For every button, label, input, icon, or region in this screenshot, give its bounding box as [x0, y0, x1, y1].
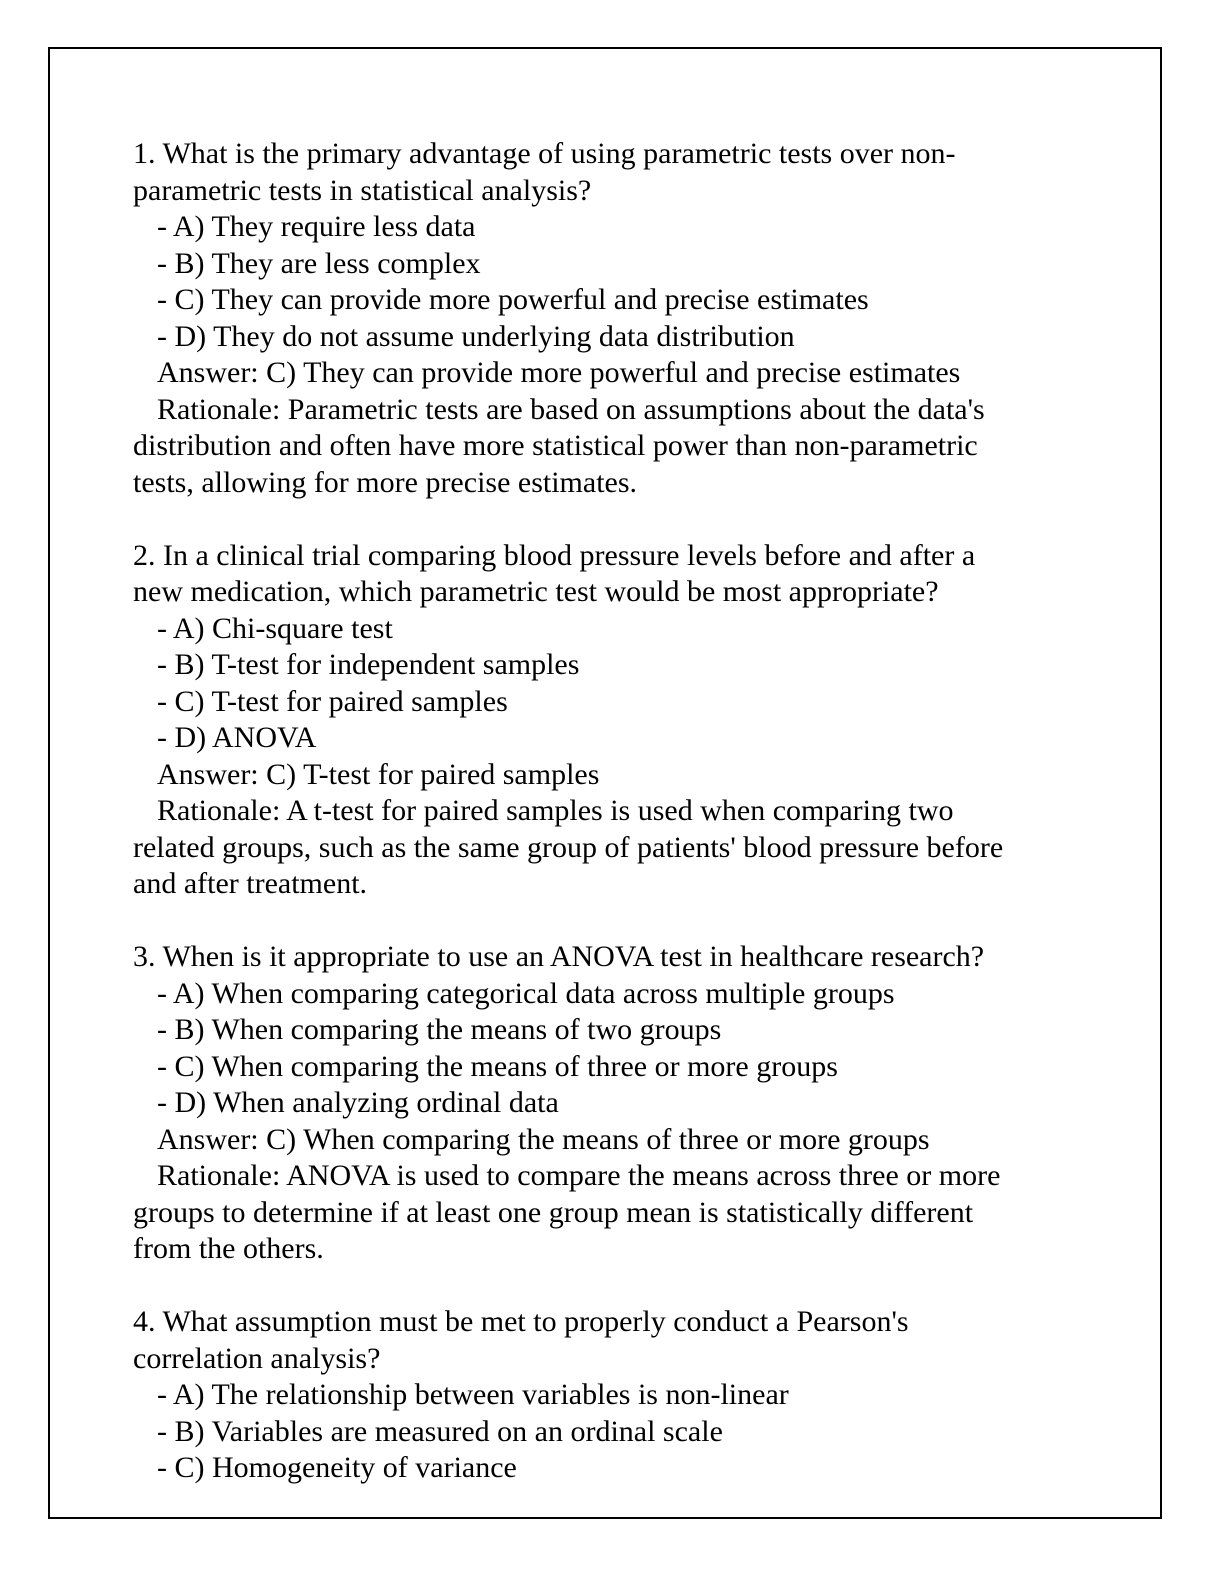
- option-c: - C) Homogeneity of variance: [157, 1451, 517, 1484]
- answer: Answer: C) T-test for paired samples: [157, 757, 600, 791]
- rationale: related groups, such as the same group of patients' blood pressure before: [133, 830, 1004, 864]
- rationale: from the others.: [133, 1232, 324, 1265]
- option-a: - A) When comparing categorical data across multiple groups: [157, 976, 895, 1010]
- question-stem: 4. What assumption must be met to properly conduct a Pearson's: [133, 1305, 909, 1338]
- option-c: - C) T-test for paired samples: [157, 684, 508, 718]
- question-stem: 2. In a clinical trial comparing blood pressure levels before and after a: [133, 538, 976, 572]
- question-stem: 1. What is the primary advantage of using parametric tests over non-: [133, 137, 956, 170]
- option-d: - D) They do not assume underlying data distribution: [157, 319, 795, 353]
- answer: Answer: C) When comparing the means of three or more groups: [157, 1122, 930, 1156]
- option-c: - C) When comparing the means of three or more groups: [157, 1049, 838, 1083]
- question-4: [133, 1304, 1073, 1487]
- option-b: - B) Variables are measured on an ordinal scale: [157, 1414, 723, 1448]
- question-stem: 3. When is it appropriate to use an ANOVA test in healthcare research?: [133, 940, 985, 973]
- option-a: - A) The relationship between variables is non-linear: [157, 1378, 789, 1411]
- rationale: and after treatment.: [133, 867, 368, 900]
- option-c: - C) They can provide more powerful and precise estimates: [157, 283, 869, 316]
- question-stem: parametric tests in statistical analysis?: [133, 173, 592, 207]
- question-1: [133, 136, 1073, 501]
- option-b: - B) T-test for independent samples: [157, 648, 580, 681]
- option-b: - B) When comparing the means of two groups: [157, 1013, 722, 1046]
- rationale: distribution and often have more statistical power than non-parametric: [133, 429, 978, 462]
- option-b: - B) They are less complex: [157, 246, 481, 280]
- question-stem: new medication, which parametric test would be most appropriate?: [133, 575, 939, 608]
- quiz-content: [133, 136, 1073, 1523]
- answer: Answer: C) They can provide more powerful and precise estimates: [157, 356, 961, 389]
- option-d: - D) When analyzing ordinal data: [157, 1086, 559, 1119]
- rationale: tests, allowing for more precise estimates.: [133, 465, 638, 499]
- option-a: - A) Chi-square test: [157, 611, 393, 645]
- question-2: [133, 538, 1073, 903]
- rationale: groups to determine if at least one group mean is statistically different: [133, 1195, 974, 1229]
- option-a: - A) They require less data: [157, 210, 476, 243]
- rationale: Rationale: A t-test for paired samples is used when comparing two: [157, 794, 954, 827]
- question-3: [133, 939, 1073, 1268]
- option-d: - D) ANOVA: [157, 721, 317, 754]
- question-stem: correlation analysis?: [133, 1341, 381, 1375]
- rationale: Rationale: Parametric tests are based on assumptions about the data's: [157, 392, 985, 426]
- rationale: Rationale: ANOVA is used to compare the means across three or more: [157, 1159, 1001, 1192]
